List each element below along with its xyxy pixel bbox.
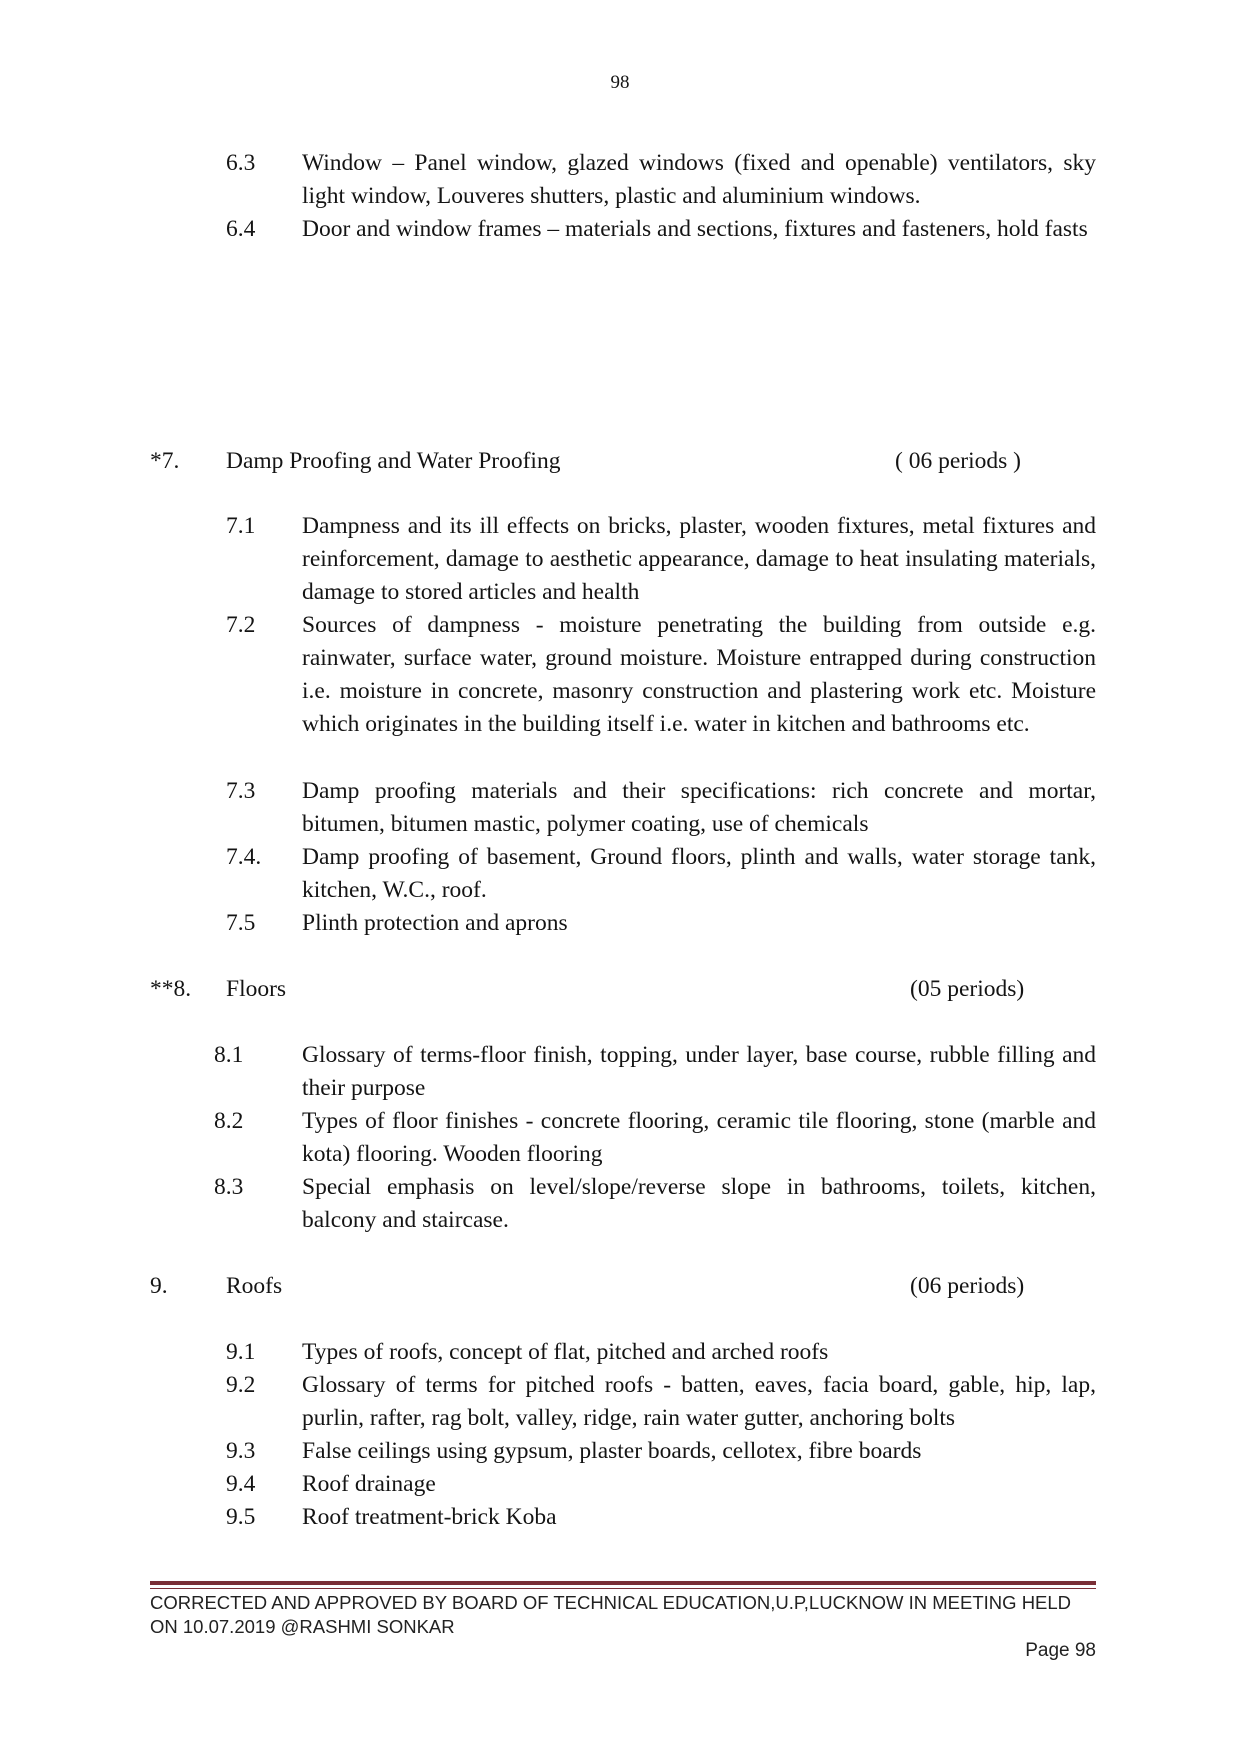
item-text: Dampness and its ill effects on bricks, plaster, wooden fixtures, metal fixtures and reinforcement, damage to aesthetic appearance, damage to heat insulating materials, damage to stored articles and health <box>302 513 1096 605</box>
item-number: 7.5 <box>226 910 256 936</box>
list-item-9-5 <box>226 1501 1096 1534</box>
section-title: Damp Proofing and Water Proofing <box>226 448 561 474</box>
list-item-7-1 <box>226 510 1096 609</box>
section-periods: ( 06 periods ) <box>895 448 1021 474</box>
item-text: Types of floor finishes - concrete flooring, ceramic tile flooring, stone (marble and kota) flooring. Wooden flooring <box>302 1108 1096 1167</box>
list-item-6-3 <box>226 147 1096 213</box>
item-text: Damp proofing of basement, Ground floors, plinth and walls, water storage tank, kitchen, W.C., roof. <box>302 844 1096 903</box>
item-text: Glossary of terms-floor finish, topping, under layer, base course, rubble filling and their purpose <box>302 1042 1096 1101</box>
section-number: *7. <box>150 448 180 474</box>
footer-rule-thick <box>150 1581 1096 1585</box>
list-item-6-4 <box>226 213 1096 246</box>
section-heading-9 <box>150 1270 1050 1303</box>
item-number: 9.1 <box>226 1339 256 1365</box>
list-item-7-3 <box>226 775 1096 841</box>
item-number: 7.1 <box>226 513 256 539</box>
item-number: 9.4 <box>226 1471 256 1497</box>
item-number: 8.1 <box>214 1042 244 1068</box>
item-text: Roof drainage <box>302 1471 436 1497</box>
section-heading-7 <box>150 445 1050 478</box>
item-number: 7.2 <box>226 612 256 638</box>
list-item-9-4 <box>226 1468 1096 1501</box>
item-number: 7.4. <box>226 844 262 870</box>
item-text: Sources of dampness - moisture penetrating the building from outside e.g. rainwater, surface water, ground moisture. Moisture entrapped during construction i.e. moisture in concrete, masonry construction and plastering work etc. Moisture which originates in the building itself i.e. water in kitchen and bathrooms etc. <box>302 612 1096 737</box>
item-text: Door and window frames – materials and sections, fixtures and fasteners, hold fasts <box>302 216 1088 242</box>
item-text: Damp proofing materials and their specifications: rich concrete and mortar, bitumen, bitumen mastic, polymer coating, use of chemicals <box>302 778 1096 837</box>
section-heading-8 <box>150 973 1050 1006</box>
item-number: 9.3 <box>226 1438 256 1464</box>
list-item-9-1 <box>226 1336 1096 1369</box>
item-text: Window – Panel window, glazed windows (fixed and openable) ventilators, sky light window, Louveres shutters, plastic and aluminium windows. <box>302 150 1096 209</box>
item-text: Roof treatment-brick Koba <box>302 1504 557 1530</box>
footer-line-2: ON 10.07.2019 @RASHMI SONKAR <box>150 1616 455 1637</box>
item-text: Plinth protection and aprons <box>302 910 568 936</box>
list-item-9-2 <box>226 1369 1096 1435</box>
footer-page-number: Page 98 <box>1025 1640 1096 1661</box>
item-number: 6.3 <box>226 150 256 176</box>
item-number: 7.3 <box>226 778 256 804</box>
list-item-7-2 <box>226 609 1096 741</box>
section-number: **8. <box>150 976 192 1002</box>
list-item-8-2 <box>214 1105 1096 1171</box>
section-periods: (06 periods) <box>910 1273 1025 1299</box>
list-item-8-1 <box>214 1039 1096 1105</box>
section-number: 9. <box>150 1273 168 1299</box>
list-item-7-4 <box>226 841 1096 907</box>
item-number: 9.5 <box>226 1504 256 1530</box>
item-number: 6.4 <box>226 216 256 242</box>
list-item-8-3 <box>214 1171 1096 1237</box>
footer-note <box>150 1591 1110 1639</box>
section-title: Roofs <box>226 1273 283 1299</box>
item-number: 8.2 <box>214 1108 244 1134</box>
item-text: False ceilings using gypsum, plaster boards, cellotex, fibre boards <box>302 1438 922 1464</box>
section-title: Floors <box>226 976 287 1002</box>
list-item-7-5 <box>226 907 1096 940</box>
item-text: Special emphasis on level/slope/reverse slope in bathrooms, toilets, kitchen, balcony and staircase. <box>302 1174 1096 1233</box>
list-item-9-3 <box>226 1435 1096 1468</box>
footer-rule-thin <box>150 1588 1096 1589</box>
item-text: Glossary of terms for pitched roofs - batten, eaves, facia board, gable, hip, lap, purlin, rafter, rag bolt, valley, ridge, rain water gutter, anchoring bolts <box>302 1372 1096 1431</box>
page-number-top: 98 <box>610 72 630 93</box>
item-number: 9.2 <box>226 1372 256 1398</box>
item-text: Types of roofs, concept of flat, pitched and arched roofs <box>302 1339 829 1365</box>
item-number: 8.3 <box>214 1174 244 1200</box>
section-periods: (05 periods) <box>910 976 1025 1002</box>
footer-line-1: CORRECTED AND APPROVED BY BOARD OF TECHNICAL EDUCATION,U.P,LUCKNOW IN MEETING HELD <box>150 1592 1072 1613</box>
